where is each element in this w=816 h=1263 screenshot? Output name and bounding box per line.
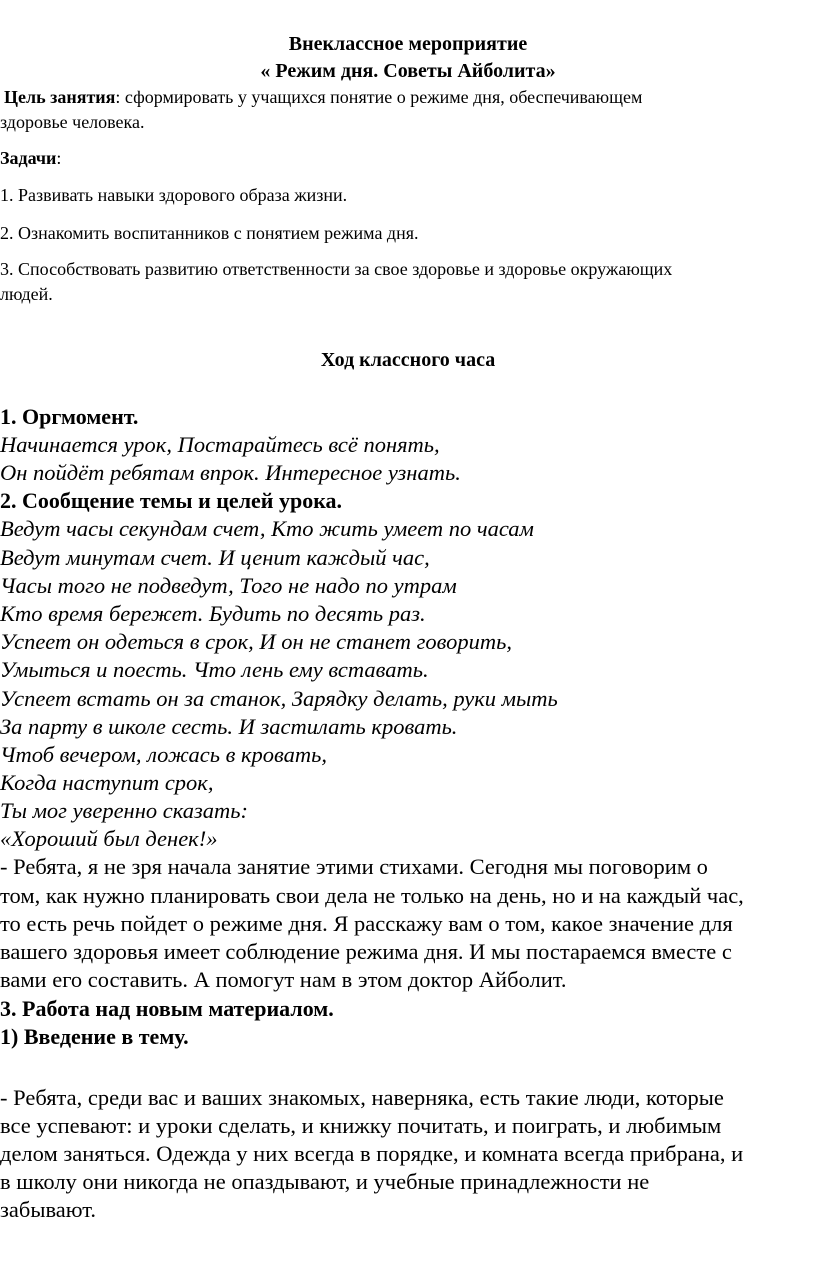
paragraph-line: делом заняться. Одежда у них всегда в порядке, и комната всегда прибрана, и (0, 1141, 744, 1166)
poem-line: Успеет он одеться в срок, И он не станет говорить, (0, 629, 512, 654)
section-heading-1: 1. Оргмомент. (0, 404, 139, 429)
paragraph-line: - Ребята, среди вас и ваших знакомых, наверняка, есть такие люди, которые (0, 1085, 724, 1110)
document-subtitle: « Режим дня. Советы Айболита» (260, 60, 556, 82)
poem-line: Часы того не подведут, Того не надо по утрам (0, 573, 457, 598)
paragraph-line: то есть речь пойдет о режиме дня. Я расскажу вам о том, какое значение для (0, 911, 733, 936)
goal-line (4, 87, 642, 108)
paragraph-line: забывают. (0, 1197, 97, 1222)
poem-line: Успеет встать он за станок, Зарядку делать, руки мыть (0, 686, 558, 711)
poem-line: Ты мог уверенно сказать: (0, 798, 248, 823)
subsection-heading: 1) Введение в тему. (0, 1024, 189, 1049)
paragraph-line: том, как нужно планировать свои дела не только на день, но и на каждый час, (0, 883, 744, 908)
task-item-continued: людей. (0, 284, 53, 304)
poem-line: Ведут минутам счет. И ценит каждый час, (0, 545, 430, 570)
task-item: 3. Способствовать развитию ответственности за свое здоровье и здоровье окружающих (0, 259, 673, 279)
tasks-colon: : (56, 148, 62, 168)
section-heading-2: 2. Сообщение темы и целей урока. (0, 488, 343, 513)
goal-text-continued: здоровье человека. (0, 112, 145, 132)
poem-line: Кто время бережет. Будить по десять раз. (0, 601, 426, 626)
poem-line: Умыться и поесть. Что лень ему вставать. (0, 657, 429, 682)
paragraph-line: вашего здоровья имеет соблюдение режима дня. И мы постараемся вместе с (0, 939, 732, 964)
paragraph-line: вами его составить. А помогут нам в этом доктор Айболит. (0, 967, 567, 992)
poem-line: «Хороший был денек!» (0, 826, 218, 851)
paragraph-line: все успевают: и уроки сделать, и книжку почитать, и поиграть, и любимым (0, 1113, 722, 1138)
tasks-label: Задачи (0, 148, 57, 168)
section-heading-3: 3. Работа над новым материалом. (0, 996, 334, 1021)
poem-line: За парту в школе сесть. И застилать кровать. (0, 714, 458, 739)
lesson-title: Ход классного часа (320, 349, 496, 371)
goal-text: : сформировать у учащихся понятие о режиме дня, обеспечивающем (115, 87, 643, 107)
poem-line: Чтоб вечером, ложась в кровать, (0, 742, 327, 767)
task-item: 1. Развивать навыки здорового образа жизни. (0, 185, 348, 205)
paragraph-line: - Ребята, я не зря начала занятие этими стихами. Сегодня мы поговорим о (0, 854, 708, 879)
poem-line: Он пойдёт ребятам впрок. Интересное узнать. (0, 460, 461, 485)
goal-label: Цель занятия (4, 87, 116, 107)
task-item: 2. Ознакомить воспитанников с понятием режима дня. (0, 223, 419, 243)
poem-line: Когда наступит срок, (0, 770, 214, 795)
document-title: Внеклассное мероприятие (288, 33, 528, 55)
poem-line: Начинается урок, Постарайтесь всё понять, (0, 432, 440, 457)
tasks-heading (0, 148, 61, 169)
poem-line: Ведут часы секундам счет, Кто жить умеет по часам (0, 516, 534, 541)
paragraph-line: в школу они никогда не опаздывают, и учебные принадлежности не (0, 1169, 650, 1194)
